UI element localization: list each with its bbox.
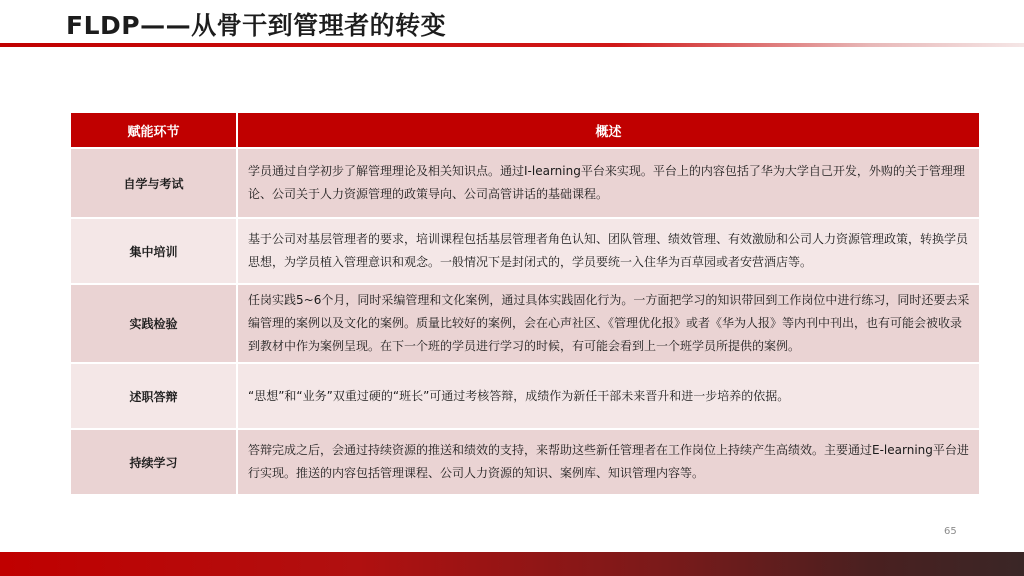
footer-bar: [0, 552, 1024, 576]
stage-cell: 述职答辩: [71, 362, 238, 428]
empowerment-table: [71, 113, 979, 494]
summary-cell: 学员通过自学初步了解管理理论及相关知识点。通过I-learning平台来实现。平台上的内容包括了华为大学自己开发，外购的关于管理理论、公司关于人力资源管理的政策导向、公司高管讲话的基础课程。: [238, 147, 979, 217]
summary-cell: 答辩完成之后，会通过持续资源的推送和绩效的支持，来帮助这些新任管理者在工作岗位上持续产生高绩效。主要通过E-learning平台进行实现。推送的内容包括管理课程、公司人力资源的知识、案例库、知识管理内容等。: [238, 428, 979, 494]
table-row: [71, 362, 979, 428]
summary-cell: “思想”和“业务”双重过硬的“班长”可通过考核答辩，成绩作为新任干部未来晋升和进一步培养的依据。: [238, 362, 979, 428]
table-row: [71, 217, 979, 283]
header-summary: 概述: [238, 113, 979, 147]
table-row: [71, 428, 979, 494]
stage-cell: 自学与考试: [71, 147, 238, 217]
table-row: [71, 283, 979, 362]
table-header-row: [71, 113, 979, 147]
stage-cell: 集中培训: [71, 217, 238, 283]
stage-cell: 持续学习: [71, 428, 238, 494]
header-stage: 赋能环节: [71, 113, 238, 147]
summary-cell: 基于公司对基层管理者的要求，培训课程包括基层管理者角色认知、团队管理、绩效管理、有效激励和公司人力资源管理政策，转换学员思想，为学员植入管理意识和观念。一般情况下是封闭式的，学员要统一入住华为百草园或者安营酒店等。: [238, 217, 979, 283]
table-row: [71, 147, 979, 217]
title-underline: [0, 43, 1024, 47]
stage-cell: 实践检验: [71, 283, 238, 362]
page-number: 65: [944, 526, 957, 537]
slide-title: FLDP——从骨干到管理者的转变: [66, 11, 447, 40]
summary-cell: 任岗实践5~6个月，同时采编管理和文化案例，通过具体实践固化行为。一方面把学习的知识带回到工作岗位中进行练习，同时还要去采编管理的案例以及文化的案例。质量比较好的案例，会在心声社区、《管理优化报》或者《华为人报》等内刊中刊出，也有可能会被收录到教材中作为案例呈现。在下一个班的学员进行学习的时候，有可能会看到上一个班学员所提供的案例。: [238, 283, 979, 362]
